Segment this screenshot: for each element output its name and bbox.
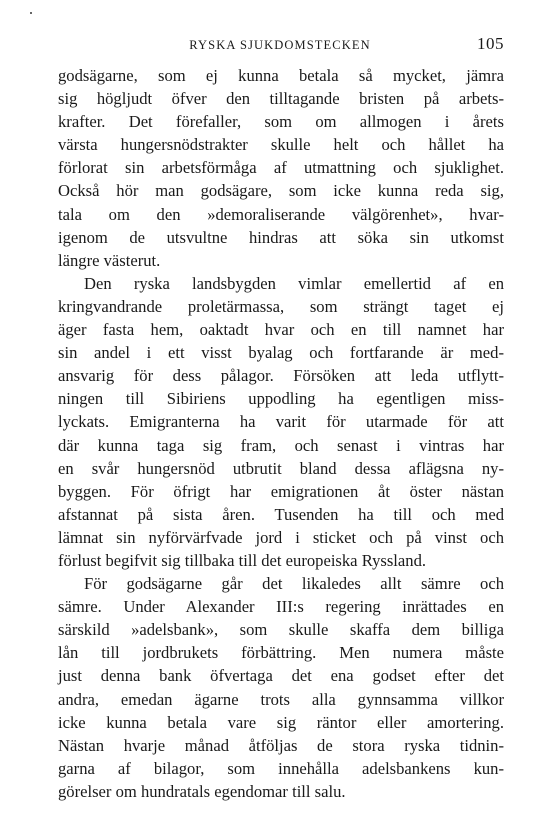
text-line: sin andel i ett visst byalag och fortfarande är med-: [58, 343, 504, 363]
text-line: värsta hungersnödstrakter skulle helt och hållet ha: [58, 135, 504, 155]
body-text: [58, 64, 504, 803]
text-line: särskild »adelsbank», som skulle skaffa dem billiga: [58, 620, 504, 640]
text-line: just denna bank öfvertaga det ena godset efter det: [58, 666, 504, 686]
text-line: förlorat sin arbetsförmåga af utmattning och sjuklighet.: [58, 158, 504, 178]
text-line: tala om den »demoraliserande välgörenhet», hvar-: [58, 204, 504, 224]
text-line: äger fasta hem, oaktadt hvar och en till namnet har: [58, 320, 504, 340]
text-line: ansvarig för dess pålagor. Försöken att leda utflytt-: [58, 366, 504, 386]
text-line: förlust begifvit sig tillbaka till det europeiska Ryssland.: [58, 550, 427, 570]
text-line: kringvandrande proletärmassa, som strängt taget ej: [58, 296, 504, 316]
text-line: ningen till Sibiriens uppodling ha egentligen miss-: [58, 389, 504, 409]
text-line: krafter. Det förefaller, som om allmogen i årets: [58, 112, 504, 132]
text-line: lämnat sin nyförvärfvade jord i sticket och på vinst och: [58, 527, 504, 547]
page-number: 105: [477, 34, 504, 53]
text-line: en svår hungersnöd utbrutit bland dessa aflägsna ny-: [58, 458, 504, 478]
text-line: icke kunna betala vare sig räntor eller amortering.: [58, 712, 504, 732]
text-line: där kunna taga sig fram, och senast i vintras har: [58, 435, 504, 455]
text-line: lyckats. Emigranterna ha varit för utarmade för att: [58, 412, 504, 432]
text-line: afstannat på sista åren. Tusenden ha till och med: [58, 504, 504, 524]
text-line: Också hör man godsägare, som icke kunna reda sig,: [58, 181, 504, 201]
text-line: Nästan hvarje månad åtföljas de stora ryska tidnin-: [58, 735, 504, 755]
text-line: andra, emedan ägarne trots alla gynnsamma villkor: [58, 689, 504, 709]
text-line: byggen. För öfrigt har emigrationen åt öster nästan: [58, 481, 504, 501]
running-title: RYSKA SJUKDOMSTECKEN: [189, 38, 371, 52]
text-line: garna af bilagor, som innehålla adelsbankens kun-: [58, 758, 504, 778]
text-line: godsägarne, som ej kunna betala så mycket, jämra: [58, 66, 504, 85]
text-line: sig högljudt öfver den tilltagande bristen på arbets-: [58, 89, 504, 109]
page-header: [56, 34, 504, 56]
text-line: igenom de utsvultne hindras att söka sin utkomst: [58, 227, 504, 247]
text-line: lån till jordbrukets förbättring. Men numera måste: [58, 643, 504, 663]
text-line: görelser om hundratals egendomar till salu.: [58, 781, 346, 801]
page-mark: [30, 12, 32, 14]
text-line: Den ryska landsbygden vimlar emellertid af en: [84, 273, 504, 293]
text-line: För godsägarne går det likaledes allt sämre och: [84, 574, 504, 594]
text-line: sämre. Under Alexander III:s regering inrättades en: [58, 597, 504, 617]
text-line: längre västerut.: [58, 250, 161, 270]
